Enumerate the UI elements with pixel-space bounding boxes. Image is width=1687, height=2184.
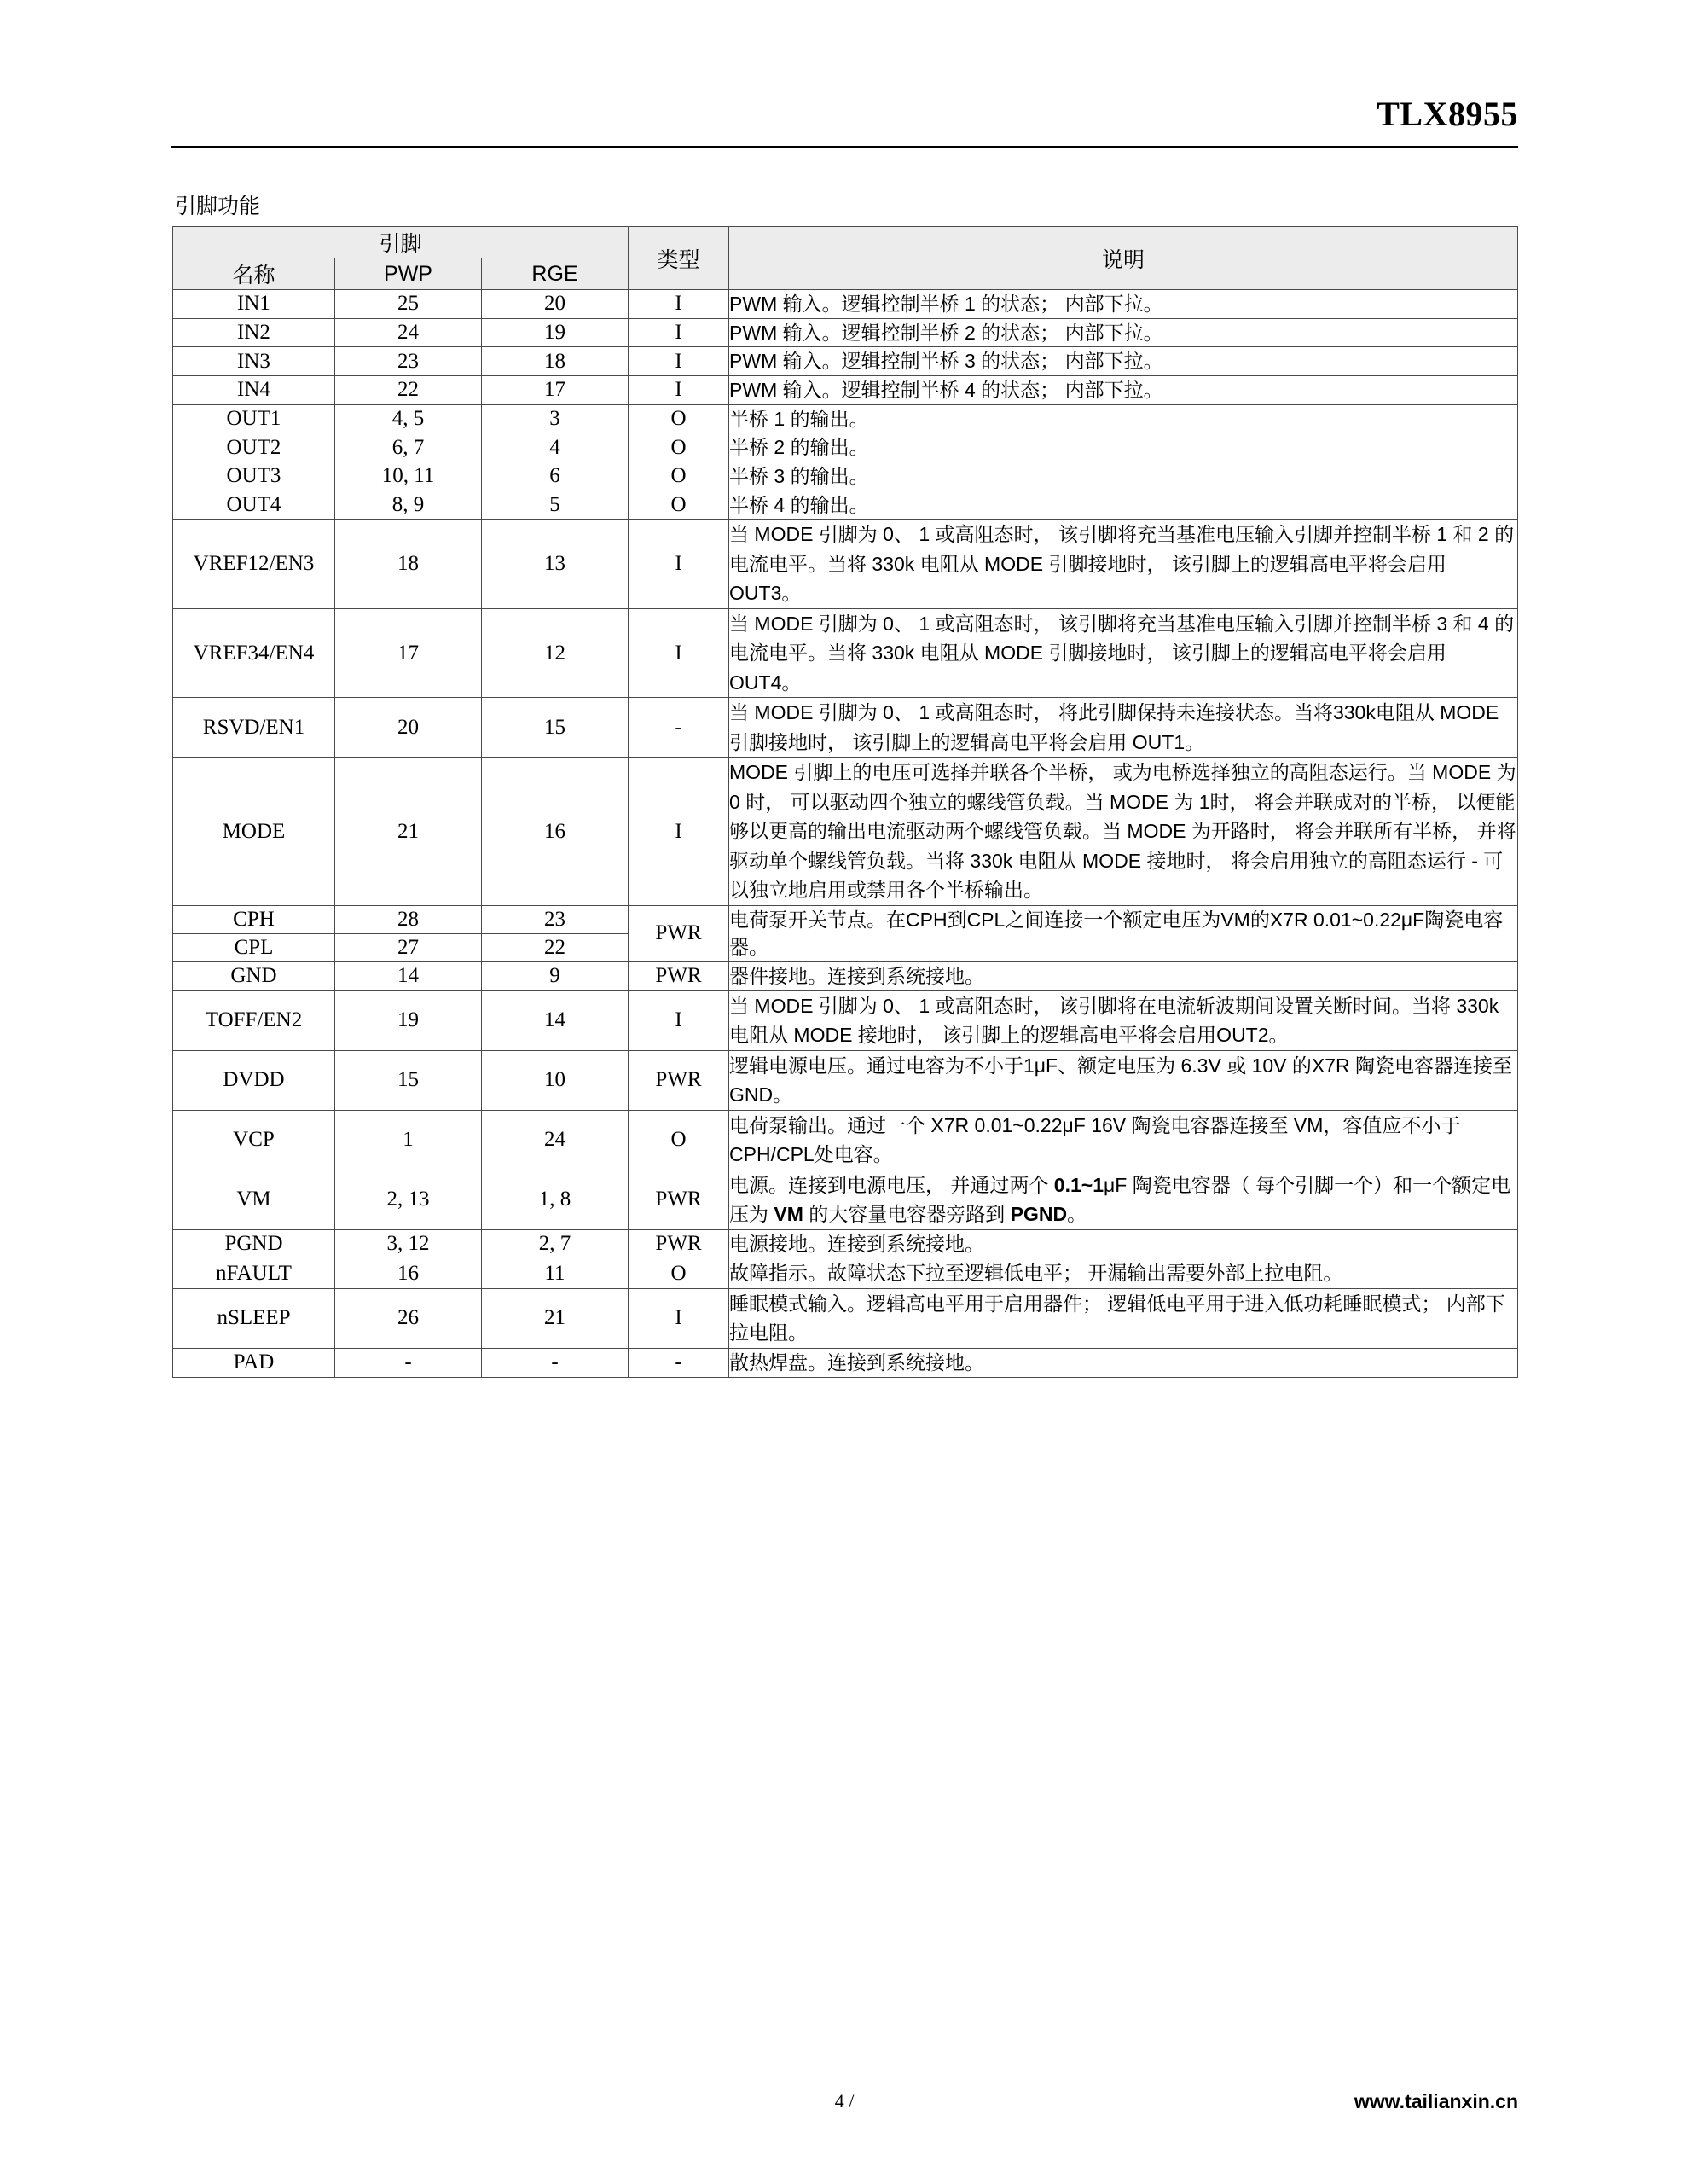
pin-name: nFAULT bbox=[173, 1258, 335, 1289]
pin-pwp: 10, 11 bbox=[335, 462, 482, 491]
pin-desc: 逻辑电源电压。通过电容为不小于1μF、额定电压为 6.3V 或 10V 的X7R 陶瓷电容器连接至 GND。 bbox=[729, 1050, 1518, 1110]
pin-name: PAD bbox=[173, 1348, 335, 1377]
table-row bbox=[173, 520, 1518, 609]
table-row bbox=[173, 990, 1518, 1050]
pin-name: TOFF/EN2 bbox=[173, 990, 335, 1050]
page-footer bbox=[171, 2090, 1518, 2124]
part-number-title: TLX8955 bbox=[1377, 95, 1518, 133]
pin-rge: 23 bbox=[482, 905, 629, 933]
pin-rge: 13 bbox=[482, 520, 629, 609]
pin-desc: 故障指示。故障状态下拉至逻辑低电平； 开漏输出需要外部上拉电阻。 bbox=[729, 1258, 1518, 1289]
header-pwp: PWP bbox=[335, 258, 482, 290]
table-header-row-1 bbox=[173, 227, 1518, 258]
vm-desc-bold2: VM bbox=[774, 1203, 803, 1226]
pin-name: DVDD bbox=[173, 1050, 335, 1110]
pin-type: PWR bbox=[629, 962, 729, 991]
pin-rge: 9 bbox=[482, 962, 629, 991]
pin-desc: PWM 输入。逻辑控制半桥 1 的状态； 内部下拉。 bbox=[729, 290, 1518, 319]
table-row bbox=[173, 1348, 1518, 1377]
table-row bbox=[173, 1170, 1518, 1229]
pin-desc: 当 MODE 引脚为 0、 1 或高阻态时， 将此引脚保持未连接状态。当将330k电阻从 MODE 引脚接地时， 该引脚上的逻辑高电平将会启用 OUT1。 bbox=[729, 698, 1518, 758]
pin-desc: PWM 输入。逻辑控制半桥 2 的状态； 内部下拉。 bbox=[729, 318, 1518, 347]
pin-pwp: 28 bbox=[335, 905, 482, 933]
pin-rge: 14 bbox=[482, 990, 629, 1050]
pin-type: O bbox=[629, 462, 729, 491]
table-row bbox=[173, 1050, 1518, 1110]
pin-name: IN3 bbox=[173, 347, 335, 376]
pin-rge: 10 bbox=[482, 1050, 629, 1110]
pin-name: OUT2 bbox=[173, 433, 335, 462]
pin-pwp: 17 bbox=[335, 608, 482, 698]
pin-name: MODE bbox=[173, 758, 335, 906]
pin-type: I bbox=[629, 990, 729, 1050]
pin-name: GND bbox=[173, 962, 335, 991]
pin-type: PWR bbox=[629, 1170, 729, 1229]
vm-desc-bold3: PGND bbox=[1010, 1203, 1068, 1226]
pin-name: CPH bbox=[173, 905, 335, 933]
pin-rge: 6 bbox=[482, 462, 629, 491]
pin-desc: 半桥 2 的输出。 bbox=[729, 433, 1518, 462]
pin-type: O bbox=[629, 433, 729, 462]
pin-rge: 22 bbox=[482, 933, 629, 961]
pin-rge: 17 bbox=[482, 375, 629, 404]
pin-pwp: 2, 13 bbox=[335, 1170, 482, 1229]
pin-name: RSVD/EN1 bbox=[173, 698, 335, 758]
pin-name: OUT3 bbox=[173, 462, 335, 491]
pin-desc: 散热焊盘。连接到系统接地。 bbox=[729, 1348, 1518, 1377]
pin-rge: 18 bbox=[482, 347, 629, 376]
table-row bbox=[173, 1110, 1518, 1170]
pin-pwp: 22 bbox=[335, 375, 482, 404]
pin-rge: 4 bbox=[482, 433, 629, 462]
pin-type: PWR bbox=[629, 905, 729, 961]
table-row bbox=[173, 758, 1518, 906]
pin-function-table-container bbox=[172, 226, 1518, 1378]
pin-desc: PWM 输入。逻辑控制半桥 3 的状态； 内部下拉。 bbox=[729, 347, 1518, 376]
table-row bbox=[173, 375, 1518, 404]
pin-type: - bbox=[629, 698, 729, 758]
pin-name: IN4 bbox=[173, 375, 335, 404]
table-row bbox=[173, 491, 1518, 520]
pin-type: I bbox=[629, 290, 729, 319]
pin-desc: 睡眠模式输入。逻辑高电平用于启用器件； 逻辑低电平用于进入低功耗睡眠模式； 内部下拉电阻。 bbox=[729, 1288, 1518, 1348]
pin-name: VCP bbox=[173, 1110, 335, 1170]
pin-pwp: 24 bbox=[335, 318, 482, 347]
pin-pwp: 4, 5 bbox=[335, 404, 482, 433]
pin-desc: MODE 引脚上的电压可选择并联各个半桥， 或为电桥选择独立的高阻态运行。当 MODE 为 0 时， 可以驱动四个独立的螺线管负载。当 MODE 为 1时， 将会并联成对的半桥， 以便能够以更高的输出电流驱动两个螺线管负载。当 MODE 为开路时， 将会并联所有半桥， 并将驱动单个螺线管负载。当将 330k 电阻从 MODE 接地时， 将会启用独立的高阻态运行 - 可以独立地启用或禁用各个半桥输出。 bbox=[729, 758, 1518, 906]
header-name: 名称 bbox=[173, 258, 335, 290]
pin-name: OUT4 bbox=[173, 491, 335, 520]
pin-name: IN2 bbox=[173, 318, 335, 347]
table-row bbox=[173, 347, 1518, 376]
pin-desc: 电源接地。连接到系统接地。 bbox=[729, 1229, 1518, 1258]
pin-pwp: 8, 9 bbox=[335, 491, 482, 520]
pin-desc: 电荷泵输出。通过一个 X7R 0.01~0.22μF 16V 陶瓷电容器连接至 VM，容值应不小于CPH/CPL处电容。 bbox=[729, 1110, 1518, 1170]
table-row bbox=[173, 608, 1518, 698]
header-divider bbox=[171, 146, 1518, 148]
pin-name: VREF12/EN3 bbox=[173, 520, 335, 609]
pin-pwp: 14 bbox=[335, 962, 482, 991]
pin-pwp: 6, 7 bbox=[335, 433, 482, 462]
pin-type: O bbox=[629, 404, 729, 433]
pin-name: VM bbox=[173, 1170, 335, 1229]
table-row bbox=[173, 1288, 1518, 1348]
pin-name: IN1 bbox=[173, 290, 335, 319]
pin-type: PWR bbox=[629, 1229, 729, 1258]
pin-pwp: - bbox=[335, 1348, 482, 1377]
pin-type: I bbox=[629, 608, 729, 698]
pin-desc: 当 MODE 引脚为 0、 1 或高阻态时， 该引脚将在电流斩波期间设置关断时间。当将 330k 电阻从 MODE 接地时， 该引脚上的逻辑高电平将会启用OUT2。 bbox=[729, 990, 1518, 1050]
pin-pwp: 16 bbox=[335, 1258, 482, 1289]
pin-pwp: 27 bbox=[335, 933, 482, 961]
header-pin-group: 引脚 bbox=[173, 227, 629, 258]
pin-desc: 半桥 4 的输出。 bbox=[729, 491, 1518, 520]
pin-name: PGND bbox=[173, 1229, 335, 1258]
table-row bbox=[173, 433, 1518, 462]
header-type: 类型 bbox=[629, 227, 729, 290]
pin-desc: 当 MODE 引脚为 0、 1 或高阻态时， 该引脚将充当基准电压输入引脚并控制半桥 1 和 2 的电流电平。当将 330k 电阻从 MODE 引脚接地时， 该引脚上的逻辑高电平将会启用 OUT3。 bbox=[729, 520, 1518, 609]
vm-desc-part4: 。 bbox=[1067, 1203, 1087, 1226]
pin-name: OUT1 bbox=[173, 404, 335, 433]
header-rge: RGE bbox=[482, 258, 629, 290]
page-number: 4 / bbox=[834, 2090, 855, 2111]
pin-pwp: 25 bbox=[335, 290, 482, 319]
pin-type: I bbox=[629, 520, 729, 609]
table-row bbox=[173, 962, 1518, 991]
vm-desc-bold1: 0.1~1 bbox=[1053, 1173, 1104, 1196]
vm-desc-part2: μF 陶瓷电容器（ 每个引脚一个）和一个额定电压为 bbox=[729, 1173, 1511, 1226]
pin-type: O bbox=[629, 1258, 729, 1289]
pin-pwp: 15 bbox=[335, 1050, 482, 1110]
pin-rge: 20 bbox=[482, 290, 629, 319]
pin-desc: 电荷泵开关节点。在CPH到CPL之间连接一个额定电压为VM的X7R 0.01~0.22μF陶瓷电容器。 bbox=[729, 905, 1518, 961]
pin-desc: 当 MODE 引脚为 0、 1 或高阻态时， 该引脚将充当基准电压输入引脚并控制半桥 3 和 4 的电流电平。当将 330k 电阻从 MODE 引脚接地时， 该引脚上的逻辑高电平将会启用 OUT4。 bbox=[729, 608, 1518, 698]
table-row bbox=[173, 462, 1518, 491]
pin-name: CPL bbox=[173, 933, 335, 961]
table-row bbox=[173, 905, 1518, 933]
pin-pwp: 20 bbox=[335, 698, 482, 758]
pin-rge: 21 bbox=[482, 1288, 629, 1348]
pin-name: VREF34/EN4 bbox=[173, 608, 335, 698]
table-row bbox=[173, 698, 1518, 758]
pin-type: I bbox=[629, 1288, 729, 1348]
table-row bbox=[173, 318, 1518, 347]
page-header bbox=[171, 94, 1518, 148]
pin-rge: 2, 7 bbox=[482, 1229, 629, 1258]
pin-rge: - bbox=[482, 1348, 629, 1377]
pin-rge: 15 bbox=[482, 698, 629, 758]
pin-type: I bbox=[629, 758, 729, 906]
pin-rge: 11 bbox=[482, 1258, 629, 1289]
pin-rge: 3 bbox=[482, 404, 629, 433]
pin-pwp: 3, 12 bbox=[335, 1229, 482, 1258]
pin-type: O bbox=[629, 1110, 729, 1170]
pin-rge: 5 bbox=[482, 491, 629, 520]
pin-desc: PWM 输入。逻辑控制半桥 4 的状态； 内部下拉。 bbox=[729, 375, 1518, 404]
pin-rge: 24 bbox=[482, 1110, 629, 1170]
pin-desc bbox=[729, 1170, 1518, 1229]
pin-rge: 12 bbox=[482, 608, 629, 698]
footer-website: www.tailianxin.cn bbox=[1354, 2090, 1518, 2112]
vm-desc-part3: 的大容量电容器旁路到 bbox=[803, 1203, 1011, 1226]
pin-rge: 19 bbox=[482, 318, 629, 347]
pin-type: O bbox=[629, 491, 729, 520]
pin-desc: 器件接地。连接到系统接地。 bbox=[729, 962, 1518, 991]
pin-pwp: 21 bbox=[335, 758, 482, 906]
pin-type: I bbox=[629, 375, 729, 404]
pin-pwp: 1 bbox=[335, 1110, 482, 1170]
pin-pwp: 19 bbox=[335, 990, 482, 1050]
table-row bbox=[173, 1258, 1518, 1289]
pin-rge: 16 bbox=[482, 758, 629, 906]
header-description: 说明 bbox=[729, 227, 1518, 290]
pin-function-table bbox=[172, 226, 1518, 1378]
pin-pwp: 18 bbox=[335, 520, 482, 609]
section-title: 引脚功能 bbox=[175, 195, 261, 218]
pin-type: I bbox=[629, 347, 729, 376]
pin-desc: 半桥 1 的输出。 bbox=[729, 404, 1518, 433]
pin-desc: 半桥 3 的输出。 bbox=[729, 462, 1518, 491]
table-row bbox=[173, 290, 1518, 319]
pin-type: PWR bbox=[629, 1050, 729, 1110]
pin-type: I bbox=[629, 318, 729, 347]
pin-name: nSLEEP bbox=[173, 1288, 335, 1348]
vm-desc-part1: 电源。连接到电源电压， 并通过两个 bbox=[729, 1173, 1054, 1196]
pin-rge: 1, 8 bbox=[482, 1170, 629, 1229]
table-row bbox=[173, 1229, 1518, 1258]
pin-pwp: 26 bbox=[335, 1288, 482, 1348]
table-row bbox=[173, 404, 1518, 433]
pin-pwp: 23 bbox=[335, 347, 482, 376]
pin-type: - bbox=[629, 1348, 729, 1377]
